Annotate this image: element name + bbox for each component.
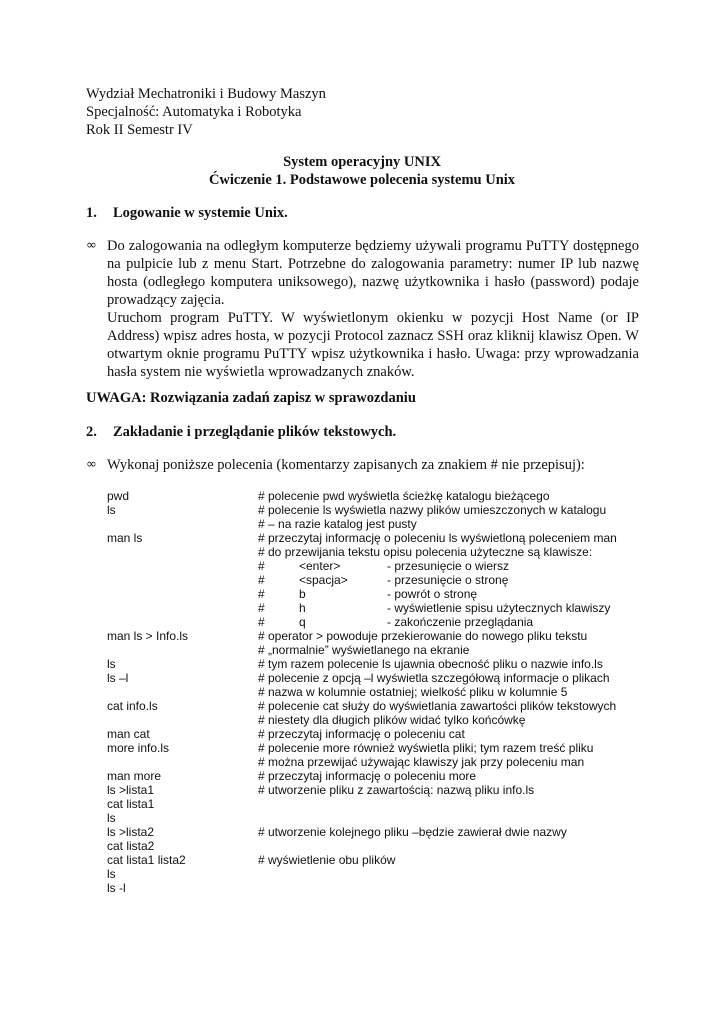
key-row [107,615,627,629]
key-name: q [299,615,306,629]
command-row [107,643,627,657]
command-row [107,881,627,895]
command-row [107,853,627,867]
command-comment: # polecenie cat służy do wyświetlania zawartości plików tekstowych [258,699,617,713]
year-semester: Rok II Semestr IV [86,122,193,138]
key-description: - przesunięcie o stronę [387,573,509,587]
command-comment: # wyświetlenie obu plików [258,853,396,867]
command-row [107,769,627,783]
command-comment: # operator > powoduje przekierowanie do nowego pliku tekstu [258,629,588,643]
command-comment: # nazwa w kolumnie ostatniej; wielkość pliku w kolumnie 5 [258,685,568,699]
key-description: - wyświetlenie spisu użytecznych klawiszy [387,601,611,615]
command-text: ls –l [107,671,129,685]
command-row [107,741,627,755]
course-title: System operacyjny UNIX [283,154,441,170]
command-text: ls [107,867,116,881]
command-text: ls >lista1 [107,783,155,797]
command-comment: # polecenie more również wyświetla pliki; tym razem treść pliku [258,741,594,755]
command-text: man cat [107,727,150,741]
command-text: ls [107,657,116,671]
key-hash: # [258,601,265,615]
command-row [107,825,627,839]
command-row [107,755,627,769]
command-comment: # polecenie pwd wyświetla ścieżkę katalogu bieżącego [258,489,550,503]
section-2-heading [86,423,396,441]
command-row [107,713,627,727]
command-row [107,783,627,797]
command-comment: # utworzenie pliku z zawartością: nazwą pliku info.ls [258,783,535,797]
command-row [107,727,627,741]
command-text: more info.ls [107,741,170,755]
key-description: - powrót o stronę [387,587,478,601]
key-row [107,573,627,587]
command-row [107,671,627,685]
section-2-number: 2. [86,424,97,440]
command-text: ls [107,811,116,825]
command-row [107,545,627,559]
command-row [107,503,627,517]
infinity-bullet-icon: ∞ [86,238,97,253]
command-row [107,685,627,699]
key-row [107,559,627,573]
command-comment: # polecenie z opcją –l wyświetla szczegółową informacje o plikach [258,671,610,685]
command-comment: # tym razem polecenie ls ujawnia obecność pliku o nazwie info.ls [258,657,603,671]
command-comment: # przeczytaj informację o poleceniu cat [258,727,465,741]
command-comment: # utworzenie kolejnego pliku –będzie zawierał dwie nazwy [258,825,567,839]
command-comment: # można przewijać używając klawiszy jak przy poleceniu man [258,755,585,769]
section-2-title: Zakładanie i przeglądanie plików tekstowych. [113,424,397,440]
command-comment: # „normalnie” wyświetlanego na ekranie [258,643,470,657]
command-row [107,797,627,811]
login-instructions [107,237,639,381]
login-paragraph-2: Uruchom program PuTTY. W wyświetlonym okienku w pozycji Host Name (or IP Address) wpisz adres hosta, w pozycji Protocol zaznacz SSH oraz kliknij klawisz Open. W otwartym oknie programu PuTTY wpisz użytkownika i hasło. Uwaga: przy wprowadzania hasła system nie wyświetla wprowadzanych znaków. [107,310,639,380]
key-hash: # [258,559,265,573]
command-comment: # – na razie katalog jest pusty [258,517,417,531]
infinity-bullet-icon: ∞ [86,457,97,472]
note-warning: UWAGA: Rozwiązania zadań zapisz w sprawozdaniu [86,390,416,406]
command-row [107,489,627,503]
command-row [107,531,627,545]
command-text: cat info.ls [107,699,158,713]
document-title [0,153,724,189]
key-name: h [299,601,306,615]
command-comment: # przeczytaj informację o poleceniu ls wyświetloną poleceniem man [258,531,617,545]
command-comment: # do przewijania tekstu opisu polecenia użyteczne są klawisze: [258,545,593,559]
key-hash: # [258,615,265,629]
key-name: b [299,587,306,601]
command-row [107,811,627,825]
key-hash: # [258,573,265,587]
section-1-number: 1. [86,205,97,221]
command-text: ls >lista2 [107,825,155,839]
key-row [107,587,627,601]
commands-table [107,489,627,895]
document-header [86,85,326,139]
key-description: - zakończenie przeglądania [387,615,534,629]
key-description: - przesunięcie o wiersz [387,559,510,573]
command-text: cat lista1 lista2 [107,853,186,867]
command-comment: # przeczytaj informację o poleceniu more [258,769,477,783]
command-comment: # polecenie ls wyświetla nazwy plików umieszczonych w katalogu [258,503,607,517]
key-name: <spacja> [299,573,348,587]
command-row [107,839,627,853]
command-row [107,657,627,671]
section-1-heading [86,204,288,222]
specialization: Specjalność: Automatyka i Robotyka [86,104,302,120]
command-text: cat lista2 [107,839,155,853]
faculty-name: Wydział Mechatroniki i Budowy Maszyn [86,86,326,102]
section-1-title: Logowanie w systemie Unix. [113,205,288,221]
command-text: man ls [107,531,143,545]
command-comment: # niestety dla długich plików widać tylko końcówkę [258,713,526,727]
command-text: man ls > Info.ls [107,629,189,643]
login-paragraph-1: Do zalogowania na odległym komputerze będziemy używali programu PuTTY dostępnego na pulpicie lub z menu Start. Potrzebne do zalogowania parametry: numer IP lub nazwę hosta (odległego komputera uniksowego), nazwę użytkownika i hasło (password) podaje prowadzący zajęcia. [107,238,639,308]
command-text: man more [107,769,162,783]
command-text: ls -l [107,881,126,895]
command-row [107,629,627,643]
key-row [107,601,627,615]
command-text: ls [107,503,116,517]
exercise-title: Ćwiczenie 1. Podstawowe polecenia systemu Unix [208,172,516,188]
key-name: <enter> [299,559,341,573]
command-text: cat lista1 [107,797,155,811]
command-row [107,517,627,531]
command-text: pwd [107,489,130,503]
command-row [107,699,627,713]
key-hash: # [258,587,265,601]
command-row [107,867,627,881]
commands-instruction: Wykonaj poniższe polecenia (komentarzy zapisanych za znakiem # nie przepisuj): [107,457,585,473]
